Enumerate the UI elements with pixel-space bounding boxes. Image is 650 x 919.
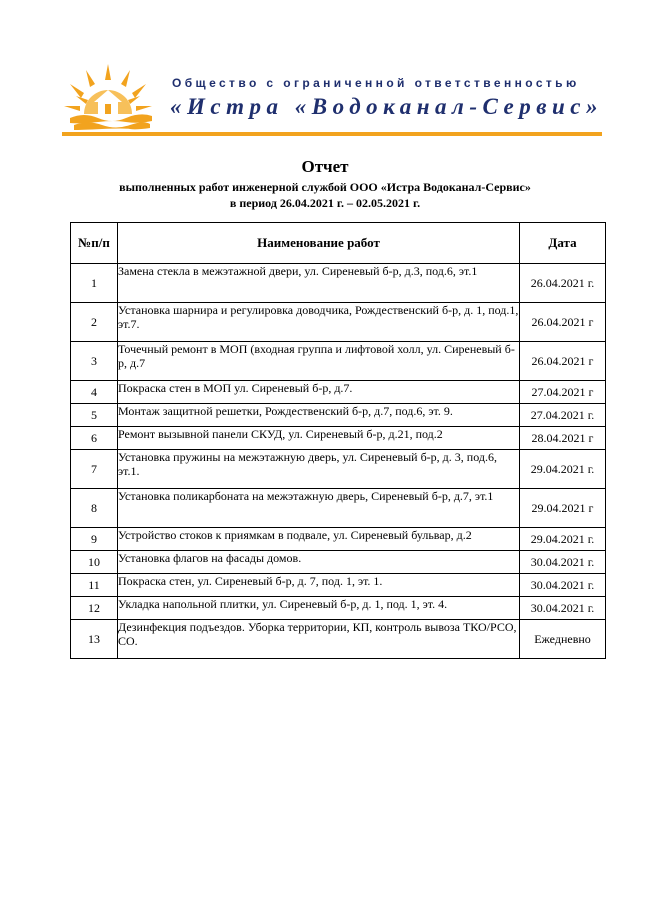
row-num: 5 <box>71 404 118 427</box>
table-row <box>71 574 606 597</box>
report-subtitle: выполненных работ инженерной службой ООО «Истра Водоканал-Сервис» <box>119 180 531 194</box>
row-date: 26.04.2021 г. <box>520 264 606 303</box>
row-date: 27.04.2021 г <box>520 381 606 404</box>
table-row <box>71 620 606 659</box>
org-name: «Истра «Водоканал-Сервис» <box>170 94 603 119</box>
sun-house-water-logo <box>62 62 154 134</box>
table-row <box>71 264 606 303</box>
row-num: 10 <box>71 551 118 574</box>
letterhead <box>62 62 602 142</box>
row-date: 29.04.2021 г <box>520 489 606 528</box>
row-name: Установка флагов на фасады домов. <box>118 551 520 574</box>
row-date: 27.04.2021 г. <box>520 404 606 427</box>
table-row <box>71 597 606 620</box>
row-num: 2 <box>71 303 118 342</box>
row-date: 30.04.2021 г. <box>520 574 606 597</box>
table-row <box>71 404 606 427</box>
row-num: 4 <box>71 381 118 404</box>
row-name: Установка поликарбоната на межэтажную дверь, Сиреневый б-р, д.7, эт.1 <box>118 489 520 528</box>
header-date: Дата <box>520 223 606 264</box>
row-name: Дезинфекция подъездов. Уборка территории, КП, контроль вывоза ТКО/РСО, СО. <box>118 620 520 659</box>
report-title: Отчет <box>301 157 349 176</box>
row-date: 29.04.2021 г. <box>520 528 606 551</box>
row-name: Замена стекла в межэтажной двери, ул. Сиреневый б-р, д.3, под.6, эт.1 <box>118 264 520 303</box>
row-name: Укладка напольной плитки, ул. Сиреневый б-р, д. 1, под. 1, эт. 4. <box>118 597 520 620</box>
row-num: 1 <box>71 264 118 303</box>
table-row <box>71 303 606 342</box>
header-divider <box>62 132 602 136</box>
row-date: 30.04.2021 г. <box>520 597 606 620</box>
table-header-row <box>71 223 606 264</box>
row-num: 9 <box>71 528 118 551</box>
table-row <box>71 551 606 574</box>
row-name: Покраска стен, ул. Сиреневый б-р, д. 7, под. 1, эт. 1. <box>118 574 520 597</box>
org-type: Общество с ограниченной ответственностью <box>172 76 580 90</box>
row-name: Монтаж защитной решетки, Рождественский б-р, д.7, под.6, эт. 9. <box>118 404 520 427</box>
row-num: 7 <box>71 450 118 489</box>
row-num: 3 <box>71 342 118 381</box>
row-date: 26.04.2021 г <box>520 303 606 342</box>
table-row <box>71 450 606 489</box>
row-date: 28.04.2021 г <box>520 427 606 450</box>
header-name: Наименование работ <box>118 223 520 264</box>
row-name: Ремонт вызывной панели СКУД, ул. Сиреневый б-р, д.21, под.2 <box>118 427 520 450</box>
table-row <box>71 381 606 404</box>
row-name: Точечный ремонт в МОП (входная группа и лифтовой холл, ул. Сиреневый б-р, д.7 <box>118 342 520 381</box>
row-date: 26.04.2021 г <box>520 342 606 381</box>
row-num: 11 <box>71 574 118 597</box>
header-num: №п/п <box>71 223 118 264</box>
works-table <box>70 222 606 659</box>
table-row <box>71 342 606 381</box>
row-name: Устройство стоков к приямкам в подвале, ул. Сиреневый бульвар, д.2 <box>118 528 520 551</box>
table-row <box>71 489 606 528</box>
report-period: в период 26.04.2021 г. – 02.05.2021 г. <box>229 196 421 210</box>
row-name: Покраска стен в МОП ул. Сиреневый б-р, д.7. <box>118 381 520 404</box>
row-num: 8 <box>71 489 118 528</box>
row-num: 6 <box>71 427 118 450</box>
row-num: 12 <box>71 597 118 620</box>
row-name: Установка шарнира и регулировка доводчика, Рождественский б-р, д. 1, под.1, эт.7. <box>118 303 520 342</box>
table-row <box>71 427 606 450</box>
row-date: 29.04.2021 г. <box>520 450 606 489</box>
row-name: Установка пружины на межэтажную дверь, ул. Сиреневый б-р, д. 3, под.6, эт.1. <box>118 450 520 489</box>
row-date: 30.04.2021 г. <box>520 551 606 574</box>
row-date: Ежедневно <box>520 620 606 659</box>
row-num: 13 <box>71 620 118 659</box>
table-row <box>71 528 606 551</box>
